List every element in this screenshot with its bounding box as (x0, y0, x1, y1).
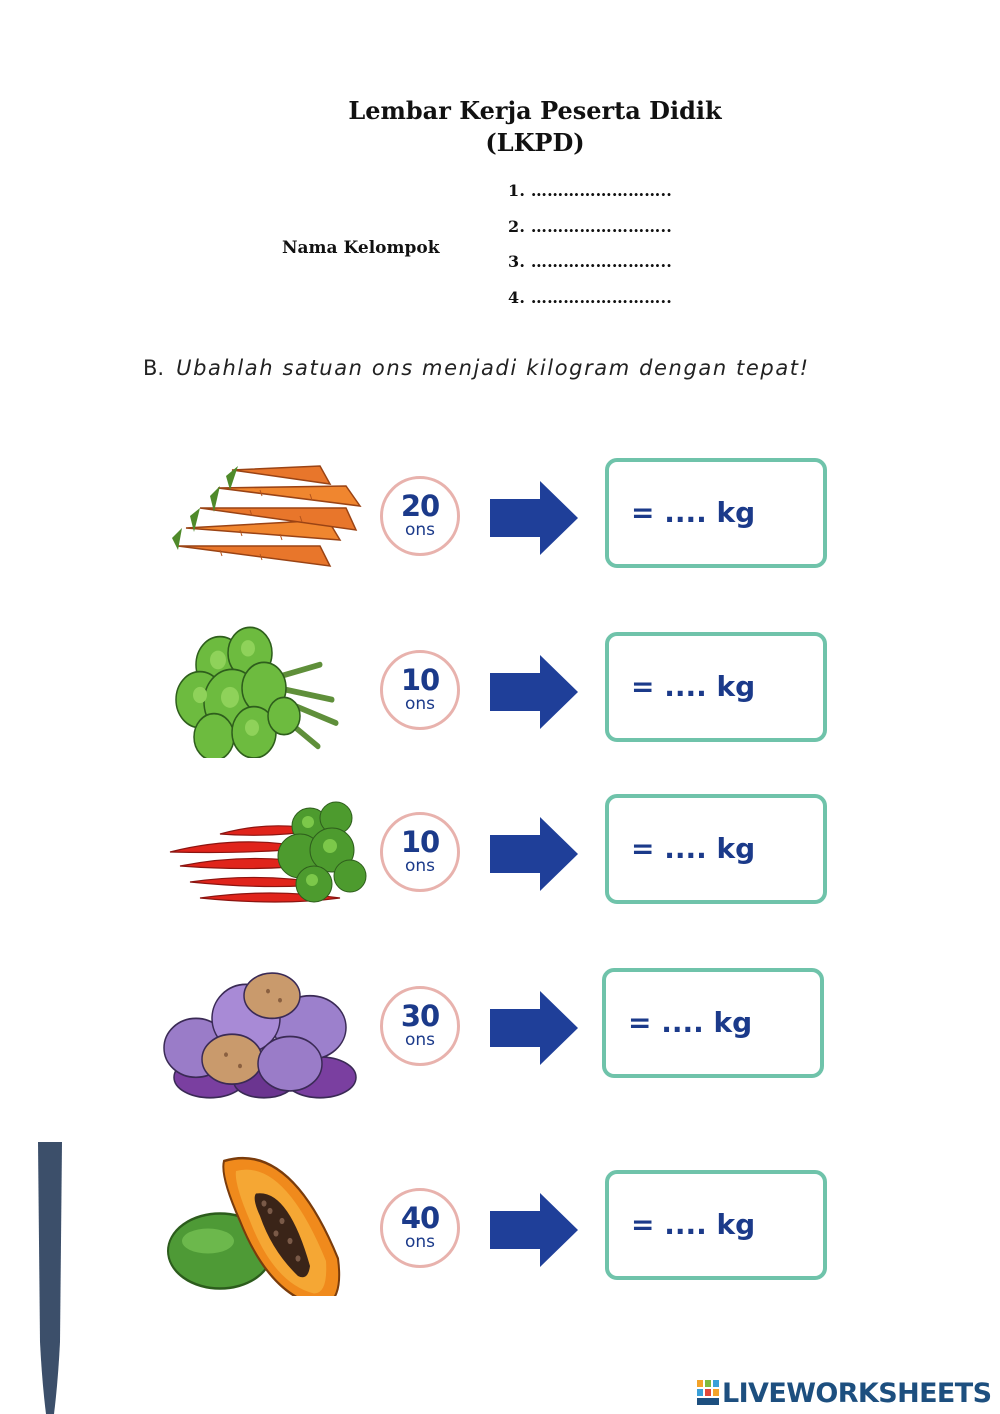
member-line-2: 2. …………………….. (508, 217, 673, 236)
answer-box[interactable] (605, 458, 827, 568)
page-title: Lembar Kerja Peserta Didik (348, 96, 722, 125)
amount-unit: ons (404, 1030, 436, 1050)
exercise-row-3 (160, 794, 840, 914)
amount-value: 10 (400, 663, 440, 697)
exercise-row-2 (160, 632, 840, 752)
amount-badge (380, 986, 460, 1066)
member-line-1: 1. …………………….. (508, 181, 673, 200)
exercise-row-4 (160, 968, 840, 1088)
group-name-label: Nama Kelompok (282, 238, 440, 258)
amount-value: 20 (400, 489, 440, 523)
amount-badge (380, 812, 460, 892)
logo-text: LIVEWORKSHEETS (722, 1377, 992, 1409)
amount-badge (380, 1188, 460, 1268)
page-subtitle: (LKPD) (485, 128, 585, 157)
exercise-row-5 (160, 1170, 840, 1290)
amount-badge (380, 476, 460, 556)
arrow-right-icon (490, 1193, 578, 1267)
answer-text: = .... kg (631, 496, 756, 529)
arrow-right-icon (490, 655, 578, 729)
logo-mark-icon (697, 1380, 719, 1406)
papaya-image (160, 1146, 370, 1296)
answer-text: = .... kg (631, 670, 756, 703)
member-line-4: 4. …………………….. (508, 288, 673, 307)
instruction (143, 356, 810, 380)
amount-value: 10 (400, 825, 440, 859)
chili-and-greens-image (160, 794, 370, 914)
amount-unit: ons (404, 1232, 436, 1252)
answer-text: = .... kg (628, 1006, 753, 1039)
amount-unit: ons (404, 856, 436, 876)
side-bar-decoration (38, 1142, 62, 1414)
answer-box[interactable] (605, 632, 827, 742)
member-line-3: 3. …………………….. (508, 252, 673, 271)
liveworksheets-logo (697, 1375, 991, 1411)
arrow-right-icon (490, 991, 578, 1065)
lettuce-image (160, 618, 370, 758)
amount-unit: ons (404, 694, 436, 714)
amount-unit: ons (404, 520, 436, 540)
answer-box[interactable] (605, 794, 827, 904)
answer-text: = .... kg (631, 1208, 756, 1241)
amount-badge (380, 650, 460, 730)
instruction-letter: B. (143, 356, 165, 380)
amount-value: 30 (400, 999, 440, 1033)
arrow-right-icon (490, 481, 578, 555)
sweet-potatoes-image (160, 964, 370, 1100)
answer-box[interactable] (605, 1170, 827, 1280)
carrots-image (160, 458, 370, 578)
amount-value: 40 (400, 1201, 440, 1235)
answer-text: = .... kg (631, 832, 756, 865)
answer-box[interactable] (602, 968, 824, 1078)
instruction-text: Ubahlah satuan ons menjadi kilogram dengan tepat! (176, 356, 810, 380)
exercise-row-1 (160, 458, 840, 578)
arrow-right-icon (490, 817, 578, 891)
